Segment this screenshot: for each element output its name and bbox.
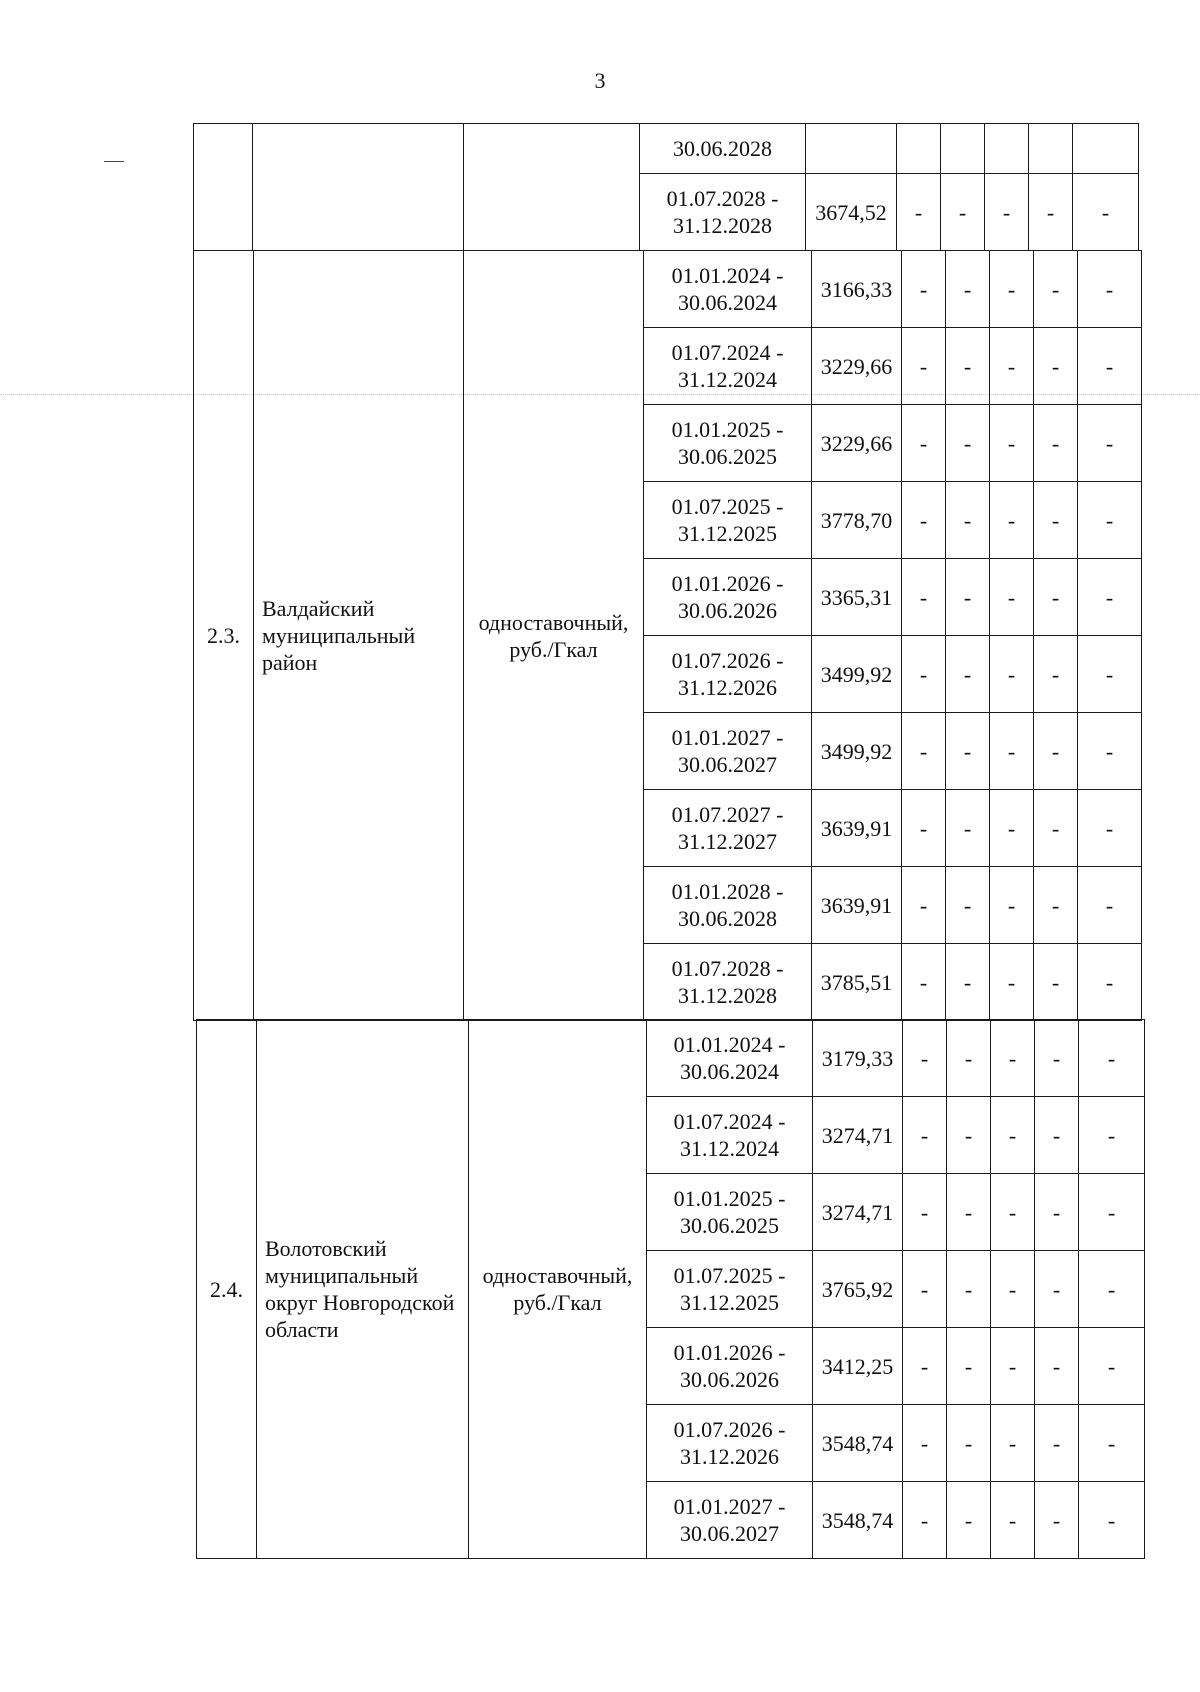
period-end: 31.12.2026 [680, 1444, 779, 1469]
dash-cell: - [902, 482, 946, 559]
tariff-value-cell [806, 124, 897, 174]
dash-cell: - [947, 1482, 991, 1559]
dash-cell: - [1034, 251, 1078, 328]
dash-cell [1073, 124, 1139, 174]
tariff-value-cell: 3765,92 [813, 1251, 903, 1328]
tariff-value-cell: 3639,91 [812, 790, 902, 867]
dash-cell: - [990, 405, 1034, 482]
dash-cell: - [991, 1020, 1035, 1097]
dash-cell: - [946, 482, 990, 559]
period-cell [647, 1251, 813, 1328]
dash-cell: - [1034, 636, 1078, 713]
period-cell [647, 1405, 813, 1482]
dash-cell: - [946, 251, 990, 328]
tariff-value-cell: 3785,51 [812, 944, 902, 1021]
period-cell [644, 482, 812, 559]
dash-cell: - [1035, 1174, 1079, 1251]
dash-cell: - [946, 405, 990, 482]
page-number: 3 [594, 68, 606, 93]
period-cell [647, 1328, 813, 1405]
period-cell [644, 405, 812, 482]
tariff-table-group-2-3 [193, 250, 1142, 1021]
tariff-table-continuation [193, 123, 1139, 251]
dash-cell: - [902, 559, 946, 636]
dash-cell: - [947, 1251, 991, 1328]
period-cell [647, 1482, 813, 1559]
dash-cell: - [1078, 636, 1142, 713]
dash-cell: - [902, 944, 946, 1021]
dash-cell: - [903, 1097, 947, 1174]
period-cell [640, 174, 806, 251]
group-body [194, 251, 1142, 1021]
period-start: 01.01.2026 - [673, 1340, 786, 1365]
dash-cell: - [1034, 944, 1078, 1021]
dash-cell: - [903, 1251, 947, 1328]
dash-cell: - [1035, 1482, 1079, 1559]
tariff-value-cell: 3274,71 [813, 1097, 903, 1174]
tariff-value-cell: 3778,70 [812, 482, 902, 559]
dash-cell: - [1079, 1251, 1145, 1328]
period-end: 31.12.2024 [680, 1136, 779, 1161]
period-end: 30.06.2025 [678, 444, 777, 469]
tariff-value-cell: 3412,25 [813, 1328, 903, 1405]
tariff-value-cell: 3166,33 [812, 251, 902, 328]
dash-cell: - [903, 1482, 947, 1559]
dash-cell: - [946, 328, 990, 405]
tariff-value-cell: 3499,92 [812, 713, 902, 790]
dash-cell: - [947, 1097, 991, 1174]
dash-cell: - [947, 1328, 991, 1405]
period-start: 01.07.2028 - [671, 956, 784, 981]
dash-cell: - [1078, 790, 1142, 867]
period-cell [647, 1020, 813, 1097]
period-end: 30.06.2025 [680, 1213, 779, 1238]
dash-cell: - [1029, 174, 1073, 251]
dash-cell: - [1034, 559, 1078, 636]
dash-cell: - [990, 713, 1034, 790]
dash-cell: - [1078, 251, 1142, 328]
dash-cell: - [1079, 1405, 1145, 1482]
dash-cell: - [1078, 713, 1142, 790]
period-cell [644, 559, 812, 636]
period-end: 31.12.2024 [678, 367, 777, 392]
dash-cell: - [946, 713, 990, 790]
dash-cell: - [903, 1405, 947, 1482]
tariff-value-cell: 3229,66 [812, 405, 902, 482]
dash-cell: - [903, 1328, 947, 1405]
dash-cell: - [946, 790, 990, 867]
dash-cell: - [947, 1020, 991, 1097]
group-body [197, 1020, 1145, 1559]
dash-cell [985, 124, 1029, 174]
period-cell [644, 636, 812, 713]
period-end: 30.06.2028 [673, 136, 772, 161]
period-cell [647, 1174, 813, 1251]
dash-cell: - [1034, 405, 1078, 482]
dash-cell: - [946, 867, 990, 944]
period-end: 30.06.2028 [678, 906, 777, 931]
period-start: 01.07.2025 - [673, 1263, 786, 1288]
dash-cell: - [1078, 482, 1142, 559]
tariff-value-cell: 3179,33 [813, 1020, 903, 1097]
period-end: 30.06.2026 [678, 598, 777, 623]
period-start: 01.01.2024 - [671, 263, 784, 288]
period-start: 01.01.2025 - [673, 1186, 786, 1211]
dash-cell: - [990, 867, 1034, 944]
dash-cell: - [947, 1405, 991, 1482]
dash-cell: - [1079, 1482, 1145, 1559]
dash-cell: - [990, 559, 1034, 636]
dash-cell: - [1035, 1405, 1079, 1482]
period-start: 01.01.2028 - [671, 879, 784, 904]
continuation-body [194, 124, 1139, 251]
dash-cell: - [947, 1174, 991, 1251]
period-end: 30.06.2027 [678, 752, 777, 777]
dash-cell: - [991, 1405, 1035, 1482]
tariff-value-cell: 3548,74 [813, 1405, 903, 1482]
period-end: 31.12.2025 [680, 1290, 779, 1315]
dash-cell: - [991, 1328, 1035, 1405]
dash-cell: - [902, 713, 946, 790]
period-start: 01.07.2024 - [671, 340, 784, 365]
row-number-cell [194, 124, 253, 251]
period-end: 30.06.2026 [680, 1367, 779, 1392]
tariff-value-cell: 3548,74 [813, 1482, 903, 1559]
period-end: 31.12.2025 [678, 521, 777, 546]
period-start: 01.07.2024 - [673, 1109, 786, 1134]
municipality-cell: Валдайский муниципальный район [254, 251, 464, 1021]
municipality-cell [253, 124, 464, 251]
period-start: 01.01.2027 - [671, 725, 784, 750]
dash-cell [1029, 124, 1073, 174]
dash-cell: - [1078, 405, 1142, 482]
tariff-type-cell: одноставочный, руб./Гкал [464, 251, 644, 1021]
dash-cell: - [985, 174, 1029, 251]
period-start: 01.07.2025 - [671, 494, 784, 519]
margin-mark [104, 161, 124, 162]
dash-cell: - [902, 328, 946, 405]
dash-cell: - [991, 1097, 1035, 1174]
period-start: 01.07.2027 - [671, 802, 784, 827]
period-cell [644, 328, 812, 405]
dash-cell: - [1034, 713, 1078, 790]
period-cell [644, 867, 812, 944]
period-cell [644, 251, 812, 328]
tariff-value-cell: 3639,91 [812, 867, 902, 944]
dash-cell: - [1034, 482, 1078, 559]
period-text: 01.07.2028 - 31.12.2028 [666, 186, 779, 238]
period-end: 30.06.2027 [680, 1521, 779, 1546]
dash-cell: - [1079, 1097, 1145, 1174]
period-start: 01.07.2026 - [671, 648, 784, 673]
dash-cell: - [1078, 867, 1142, 944]
dash-cell: - [902, 636, 946, 713]
dash-cell: - [1078, 559, 1142, 636]
period-cell [640, 124, 806, 174]
dash-cell: - [897, 174, 941, 251]
period-cell [647, 1097, 813, 1174]
dash-cell: - [990, 636, 1034, 713]
dash-cell: - [902, 867, 946, 944]
dash-cell: - [1079, 1020, 1145, 1097]
dash-cell: - [946, 944, 990, 1021]
dash-cell: - [902, 790, 946, 867]
dash-cell: - [990, 251, 1034, 328]
dash-cell: - [1079, 1174, 1145, 1251]
dash-cell: - [946, 636, 990, 713]
dash-cell: - [1034, 328, 1078, 405]
table-row [197, 1020, 1145, 1097]
dash-cell [941, 124, 985, 174]
dash-cell: - [902, 405, 946, 482]
dash-cell: - [946, 559, 990, 636]
period-start: 01.01.2024 - [673, 1032, 786, 1057]
tariff-type-cell: одноставочный, руб./Гкал [469, 1020, 647, 1559]
dash-cell: - [991, 1174, 1035, 1251]
dash-cell: - [990, 328, 1034, 405]
period-end: 31.12.2028 [678, 983, 777, 1008]
tariff-value-cell: 3674,52 [806, 174, 897, 251]
period-end: 30.06.2024 [678, 290, 777, 315]
dash-cell: - [990, 790, 1034, 867]
period-cell [644, 790, 812, 867]
row-number-cell: 2.3. [194, 251, 254, 1021]
tariff-type-cell [464, 124, 640, 251]
dash-cell: - [1073, 174, 1139, 251]
period-start: 01.07.2026 - [673, 1417, 786, 1442]
period-cell [644, 944, 812, 1021]
table-row [194, 251, 1142, 328]
dash-cell: - [991, 1251, 1035, 1328]
tariff-value-cell: 3274,71 [813, 1174, 903, 1251]
dash-cell: - [903, 1174, 947, 1251]
dash-cell: - [1035, 1097, 1079, 1174]
dash-cell: - [1034, 867, 1078, 944]
period-start: 01.01.2025 - [671, 417, 784, 442]
dash-cell: - [1078, 328, 1142, 405]
tariff-value-cell: 3365,31 [812, 559, 902, 636]
period-start: 01.01.2026 - [671, 571, 784, 596]
period-end: 31.12.2027 [678, 829, 777, 854]
dash-cell: - [1078, 944, 1142, 1021]
dash-cell: - [941, 174, 985, 251]
period-start: 01.01.2027 - [673, 1494, 786, 1519]
dash-cell: - [1079, 1328, 1145, 1405]
tariff-value-cell: 3499,92 [812, 636, 902, 713]
period-cell [644, 713, 812, 790]
period-end: 30.06.2024 [680, 1059, 779, 1084]
municipality-cell: Волотовский муниципальный округ Новгородской области [257, 1020, 469, 1559]
tariff-value-cell: 3229,66 [812, 328, 902, 405]
table-row [194, 124, 1139, 174]
tariff-table-group-2-4 [196, 1019, 1145, 1559]
dash-cell: - [1035, 1020, 1079, 1097]
dash-cell: - [903, 1020, 947, 1097]
dash-cell: - [1035, 1251, 1079, 1328]
dash-cell: - [902, 251, 946, 328]
period-end: 31.12.2026 [678, 675, 777, 700]
dash-cell: - [991, 1482, 1035, 1559]
dash-cell: - [990, 482, 1034, 559]
dash-cell: - [1034, 790, 1078, 867]
dash-cell: - [1035, 1328, 1079, 1405]
row-number-cell: 2.4. [197, 1020, 257, 1559]
dash-cell [897, 124, 941, 174]
dash-cell: - [990, 944, 1034, 1021]
